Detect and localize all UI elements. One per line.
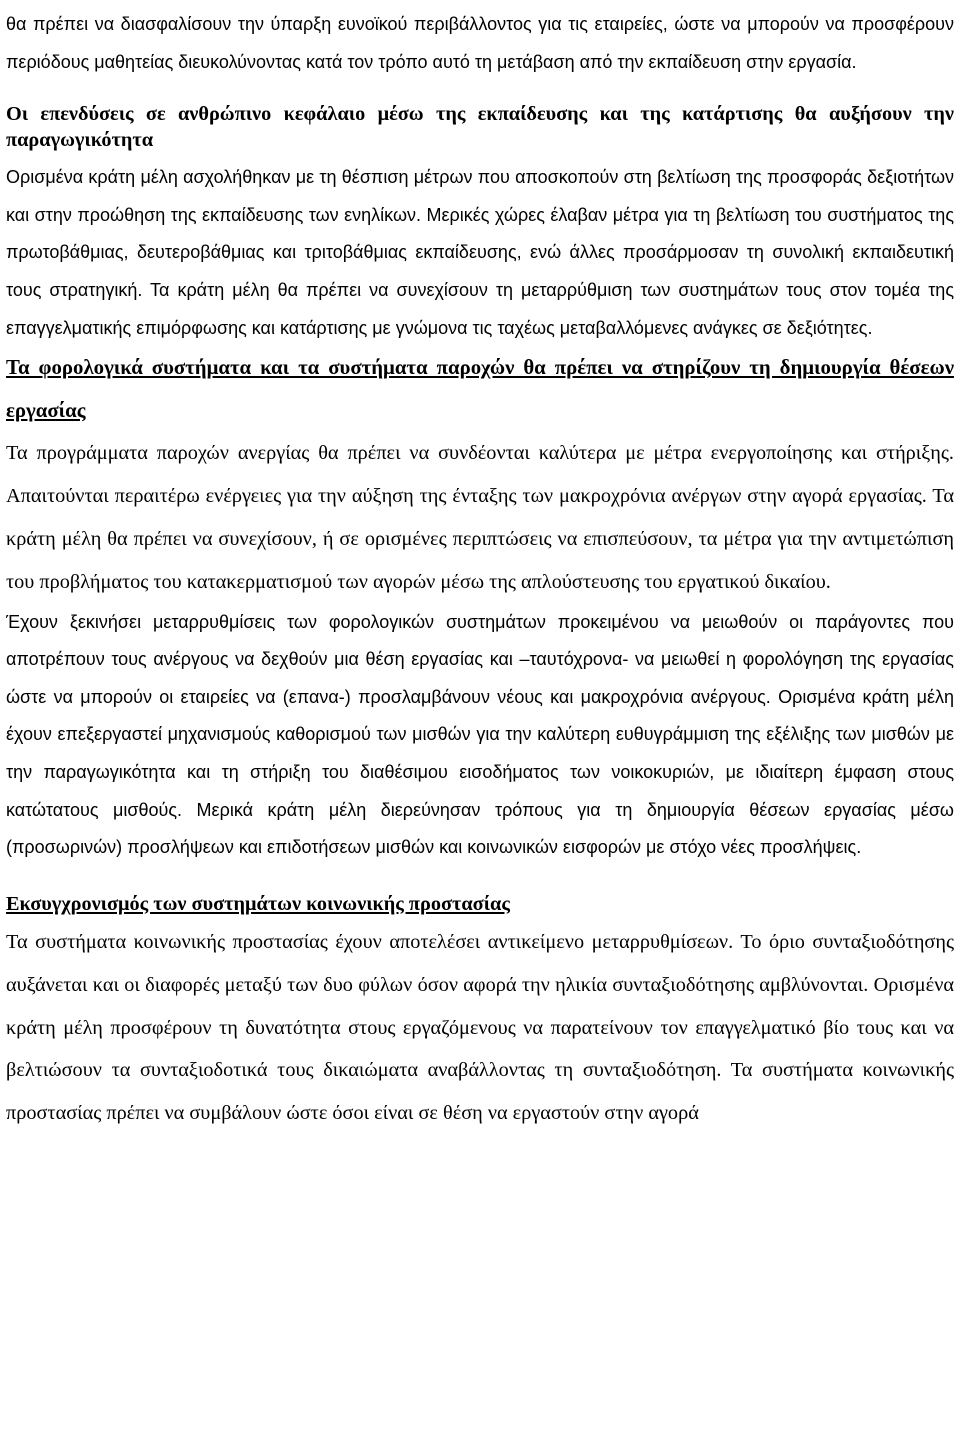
- paragraph-intro: θα πρέπει να διασφαλίσουν την ύπαρξη ευνοϊκού περιβάλλοντος για τις εταιρείες, ώστε να μπορούν να προσφέρουν περιόδους μαθητείας διευκολύνοντας κατά τον τρόπο αυτό τη μετάβαση από την εκπαίδευση στην εργασία.: [6, 14, 954, 72]
- paragraph-tax-reforms: Έχουν ξεκινήσει μεταρρυθμίσεις των φορολογικών συστημάτων προκειμένου να μειωθούν οι παράγοντες που αποτρέπουν τους ανέργους να δεχθούν μια θέση εργασίας και –ταυτόχρονα- να μειωθεί η φορολόγηση της εργασίας ώστε να μπορούν οι εταιρείες να (επανα-) προσλαμβάνουν νέους και μακροχρόνια ανέργους. Ορισμένα κράτη μέλη έχουν επεξεργαστεί μηχανισμούς καθορισμού των μισθών για την καλύτερη ευθυγράμμιση της εξέλιξης των μισθών με την παραγωγικότητα και τη στήριξη του διαθέσιμου εισοδήματος των νοικοκυριών, με ιδιαίτερη έμφαση στους κατώτατους μισθούς. Μερικά κράτη μέλη διερεύνησαν τρόπους για τη δημιουργία θέσεων εργασίας μέσω (προσωρινών) προσλήψεων και επιδοτήσεων μισθών και κοινωνικών εισφορών με στόχο νέες προσλήψεις.: [6, 611, 954, 858]
- paragraph-social-protection: Τα συστήματα κοινωνικής προστασίας έχουν αποτελέσει αντικείμενο μεταρρυθμίσεων. Το όριο συνταξιοδότησης αυξάνεται και οι διαφορές μεταξύ των δυο φύλων όσον αφορά την ηλικία συνταξιοδότησης αμβλύνονται. Ορισμένα κράτη μέλη προσφέρουν τη δυνατότητα στους εργαζόμενους να παρατείνουν τον επαγγελματικό βίο τους και να βελτιώσουν τα συνταξιοδοτικά τους δικαιώματα αναβάλλοντας τη συνταξιοδότηση. Τα συστήματα κοινωνικής προστασίας πρέπει να συμβάλουν ώστε όσοι είναι σε θέση να εργαστούν στην αγορά: [6, 930, 954, 1125]
- heading-investments: Οι επενδύσεις σε ανθρώπινο κεφάλαιο μέσω της εκπαίδευσης και της κατάρτισης θα αυξήσουν την παραγωγικότητα: [6, 103, 954, 152]
- heading-tax-systems: Τα φορολογικά συστήματα και τα συστήματα παροχών θα πρέπει να στηρίζουν τη δημιουργία θέσεων εργασίας: [6, 356, 954, 422]
- heading-social-protection: Εκσυγχρονισμός των συστημάτων κοινωνικής προστασίας: [6, 892, 510, 915]
- paragraph-training: Ορισμένα κράτη μέλη ασχολήθηκαν με τη θέσπιση μέτρων που αποσκοπούν στη βελτίωση της προσφοράς δεξιοτήτων και στην προώθηση της εκπαίδευσης των ενηλίκων. Μερικές χώρες έλαβαν μέτρα για τη βελτίωση του συστήματος της πρωτοβάθμιας, δευτεροβάθμιας και τριτοβάθμιας εκπαίδευσης, ενώ άλλες προσάρμοσαν τη συνολική εκπαιδευτική τους στρατηγική. Τα κράτη μέλη θα πρέπει να συνεχίσουν τη μεταρρύθμιση των συστημάτων τους στον τομέα της επαγγελματικής επιμόρφωσης και κατάρτισης με γνώμονα τις ταχέως μεταβαλλόμενες ανάγκες σε δεξιότητες.: [6, 167, 954, 338]
- paragraph-unemployment: Τα προγράμματα παροχών ανεργίας θα πρέπει να συνδέονται καλύτερα με μέτρα ενεργοποίησης και στήριξης. Απαιτούνται περαιτέρω ενέργειες για την αύξηση της ένταξης των μακροχρόνια ανέργων στην αγορά εργασίας. Τα κράτη μέλη θα πρέπει να συνεχίσουν, ή σε ορισμένες περιπτώσεις να επισπεύσουν, τα μέτρα για την αντιμετώπιση του προβλήματος του κατακερματισμού των αγορών μέσω της απλούστευσης του εργατικού δικαίου.: [6, 441, 954, 593]
